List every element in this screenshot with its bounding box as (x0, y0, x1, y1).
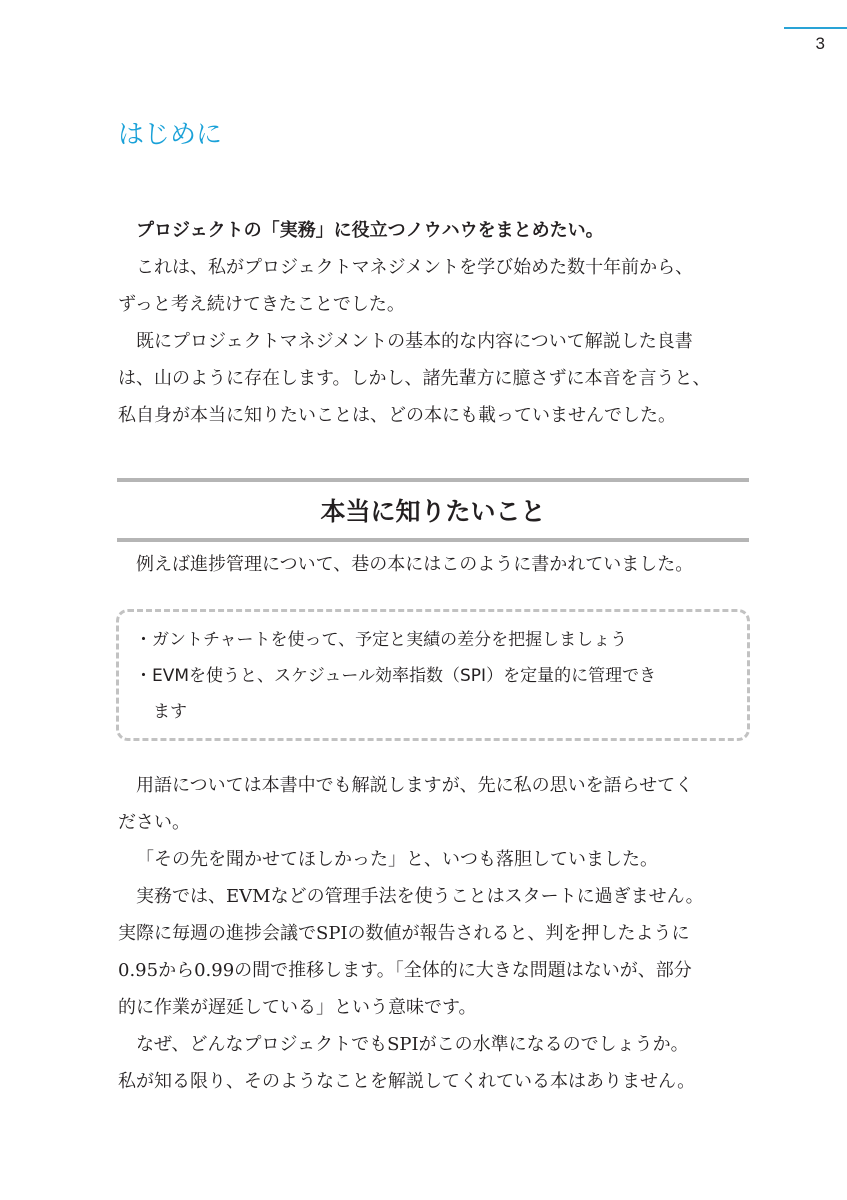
example-item-evm (135, 658, 733, 730)
text-line: は、山のように存在します。しかし、諸先輩方に臆さずに本音を言うと、 (118, 368, 711, 389)
body-paragraph-2 (118, 841, 758, 878)
section-intro (118, 546, 758, 583)
text-line: 的に作業が遅延している」という意味です。 (118, 997, 477, 1018)
section-heading: 本当に知りたいこと (320, 497, 546, 526)
body-paragraph-1 (118, 767, 758, 841)
text-line: 既にプロジェクトマネジメントの基本的な内容について解説した良書 (136, 331, 693, 352)
text-line: 0.95から0.99の間で推移します。「全体的に大きな問題はないが、部分 (118, 960, 692, 981)
example-item-gantt (135, 622, 733, 658)
body-paragraph-3 (118, 878, 758, 1026)
text-line: 「その先を聞かせてほしかった」と、いつも落胆していました。 (136, 849, 658, 870)
text-line: ・EVMを使うと、スケジュール効率指数（SPI）を定量的に管理でき (135, 666, 657, 686)
intro-paragraph-1 (118, 249, 758, 323)
text-line: これは、私がプロジェクトマネジメントを学び始めた数十年前から、 (136, 257, 694, 278)
intro-section (118, 212, 758, 434)
page-number: 3 (815, 34, 825, 53)
lead-sentence: プロジェクトの「実務」に役立つノウハウをまとめたい。 (136, 220, 604, 241)
example-callout-box (116, 609, 750, 741)
text-line: 実務では、EVMなどの管理手法を使うことはスタートに過ぎません。 (136, 886, 704, 907)
chapter-title: はじめに (118, 120, 223, 150)
body-paragraph-4 (118, 1026, 758, 1100)
page-header-rule (784, 27, 847, 29)
section-intro-paragraph: 例えば進捗管理について、巷の本にはこのように書かれていました。 (136, 554, 694, 575)
text-line: 私自身が本当に知りたいことは、どの本にも載っていませんでした。 (118, 405, 676, 426)
text-line: ます (153, 702, 187, 722)
text-line: なぜ、どんなプロジェクトでもSPIがこの水準になるのでしょうか。 (136, 1034, 689, 1055)
body-section (118, 767, 758, 1100)
text-line: 私が知る限り、そのようなことを解説してくれている本はありません。 (118, 1071, 696, 1092)
intro-paragraph-2 (118, 323, 758, 434)
text-line: ださい。 (118, 812, 190, 833)
text-line: ずっと考え続けてきたことでした。 (118, 294, 405, 315)
text-line: ・ガントチャートを使って、予定と実績の差分を把握しましょう (135, 630, 628, 650)
example-list (135, 622, 733, 730)
text-line: 実際に毎週の進捗会議でSPIの数値が報告されると、判を押したように (118, 923, 690, 944)
section-heading-band (117, 478, 749, 542)
text-line: 用語については本書中でも解説しますが、先に私の思いを語らせてく (136, 775, 694, 796)
